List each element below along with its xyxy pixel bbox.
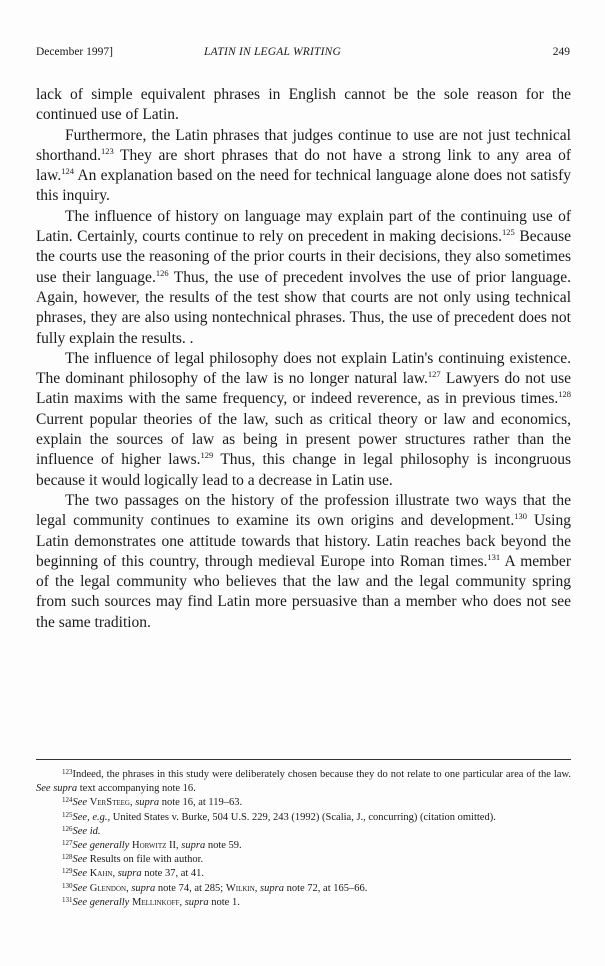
footnote-number: 125 — [62, 810, 73, 819]
author-name: Wilkin — [225, 882, 255, 894]
author-name: Mellinkoff — [131, 896, 180, 908]
footnote-125 — [36, 811, 571, 825]
footnote-text: text accompanying note 16. — [77, 783, 196, 795]
supra-signal: supra — [117, 868, 142, 880]
separator: , — [254, 882, 261, 894]
paragraph-text: The two passages on the history of the profession illustrate two ways that the legal community continues to examine its own origins and development. — [36, 491, 571, 530]
footnote-ref-131[interactable]: 131 — [487, 551, 501, 562]
paragraph-text: A member of the legal community who believes that the law and the legal community spring from such sources may find Latin more persuasive than a member who does not see the same tradition. — [36, 552, 571, 631]
footnote-124 — [36, 796, 571, 810]
author-name: Glendon — [89, 882, 127, 894]
footnote-number: 130 — [62, 881, 73, 890]
paragraph-legal-philosophy — [36, 349, 571, 491]
separator: , — [129, 797, 136, 809]
footnote-number: 127 — [62, 839, 73, 848]
citation-signal: See generally — [72, 896, 130, 908]
paragraph-text: An explanation based on the need for technical language alone does not satisfy this inquiry. — [36, 167, 571, 205]
citation-signal: See, e.g. — [72, 811, 108, 823]
footnote-ref-125[interactable]: 125 — [502, 227, 515, 238]
body-text — [36, 85, 571, 633]
paragraph-technical-shorthand — [36, 126, 571, 207]
footnote-number: 123 — [62, 768, 73, 776]
footnote-text: Results on file with author. — [87, 854, 204, 866]
citation-signal: See supra — [36, 783, 78, 795]
paragraph-text: Using Latin demonstrates one attitude towards that history. Latin reaches back beyond the beginning of this country, through medieval Europe into Roman times. — [36, 512, 571, 570]
footnote-text: note 72, at 165–66. — [283, 882, 368, 894]
supra-signal: supra — [184, 896, 209, 908]
footnote-text: note 74, at 285; — [155, 882, 226, 894]
footnote-130 — [36, 882, 571, 896]
footnote-text: Indeed, the phrases in this study were deliberately chosen because they do not relate to one particular area of the law. — [72, 769, 571, 780]
page-number: 249 — [552, 46, 570, 58]
paragraph-text: Thus, this change in legal philosophy is incongruous because it would logically lead to a decrease in Latin use. — [36, 451, 571, 489]
author-name: Horwitz II — [131, 840, 177, 852]
header-title: LATIN IN LEGAL WRITING — [204, 46, 341, 58]
footnote-ref-123[interactable]: 123 — [101, 145, 114, 156]
paragraph-profession-history — [36, 491, 571, 633]
separator: , — [176, 840, 182, 852]
footnote-128 — [36, 853, 571, 867]
supra-signal: supra — [135, 797, 160, 809]
citation-signal: See generally — [72, 840, 130, 852]
footnote-ref-126[interactable]: 126 — [155, 267, 169, 278]
footnote-126 — [36, 825, 571, 839]
paragraph-text: Furthermore, the Latin phrases that judges continue to use are not just technical shorthand. — [36, 126, 571, 164]
paragraph-text: Current popular theories of the law, such as critical theory or law and economics, explain the sources of law as being in present power structures rather than the influence of higher laws. — [36, 410, 571, 469]
separator: , — [179, 896, 185, 908]
footnote-number: 124 — [62, 796, 73, 805]
author-name: Kahn — [89, 868, 113, 880]
footnote-text: note 37, at 41. — [141, 868, 205, 880]
paragraph-text: Thus, the use of precedent involves the use of prior language. Again, however, the results of the test show that courts are not only using technical phrases, they are also using nontechnical phrases. Thus, the use of precedent does not fully explain the results. . — [36, 268, 572, 347]
supra-signal: supra — [181, 840, 206, 852]
supra-signal: supra — [131, 882, 156, 894]
footnote-divider — [36, 759, 571, 760]
citation-signal: See — [72, 854, 88, 866]
footnote-ref-129[interactable]: 129 — [200, 450, 214, 461]
footnote-text: note 1. — [208, 896, 240, 908]
footnote-text: note 16, at 119–63. — [159, 797, 243, 809]
separator: , — [126, 882, 132, 894]
supra-signal: supra — [260, 882, 284, 894]
footnote-text: , United States v. Burke, 504 U.S. 229, 243 (1992) (Scalia, J., concurring) (citation omitted). — [107, 811, 496, 823]
citation-signal: See — [72, 882, 88, 894]
footnote-ref-130[interactable]: 130 — [514, 511, 527, 522]
paragraph-text: Lawyers do not use Latin maxims with the same frequency, or indeed reverence, as in previous times. — [36, 370, 571, 408]
footnote-123 — [36, 768, 571, 796]
header-date: December 1997] — [36, 46, 113, 58]
author-name: VerSteeg — [89, 797, 130, 809]
footnote-131 — [36, 896, 571, 910]
paragraph-history — [36, 207, 571, 349]
footnote-number: 131 — [62, 895, 73, 904]
paragraph-text: The influence of legal philosophy does not explain Latin's continuing existence. The dominant philosophy of the law is no longer natural law. — [36, 349, 571, 388]
paragraph-continuation: lack of simple equivalent phrases in English cannot be the sole reason for the continued use of Latin. — [36, 86, 571, 124]
citation-signal: See id. — [72, 825, 101, 837]
footnotes — [36, 768, 571, 910]
citation-signal: See — [72, 797, 88, 809]
paragraph-text: Because the courts use the reasoning of the prior courts in their decisions, they also sometimes use their language. — [36, 228, 572, 286]
footnote-129 — [36, 867, 571, 881]
footnote-number: 128 — [62, 853, 73, 862]
paragraph-text: They are short phrases that do not have a strong link to any area of law. — [36, 146, 571, 185]
running-head — [36, 46, 570, 64]
separator: , — [112, 868, 118, 880]
footnote-text: note 59. — [205, 840, 242, 852]
footnote-number: 126 — [62, 824, 73, 833]
paragraph-text: The influence of history on language may explain part of the continuing use of Latin. Certainly, courts continue to rely on precedent in making decisions. — [36, 207, 571, 246]
footnote-ref-124[interactable]: 124 — [61, 166, 74, 177]
citation-signal: See — [72, 868, 88, 880]
footnote-ref-127[interactable]: 127 — [427, 369, 441, 380]
footnote-ref-128[interactable]: 128 — [558, 389, 571, 400]
footnote-number: 129 — [62, 867, 73, 876]
footnote-127 — [36, 839, 571, 853]
